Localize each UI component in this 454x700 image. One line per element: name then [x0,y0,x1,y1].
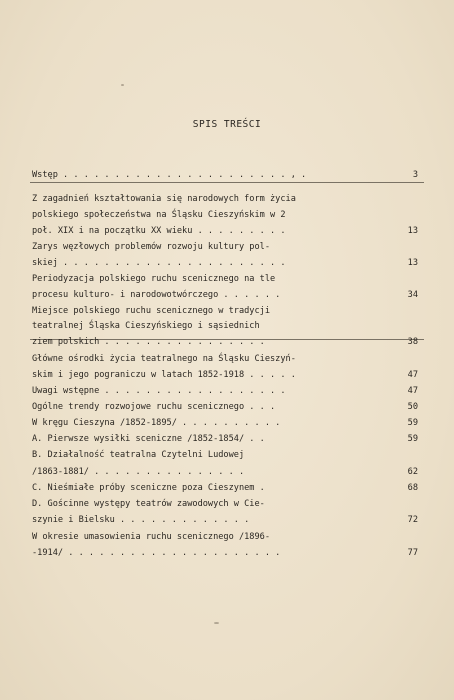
toc-entry: Zarys węzłowych problemów rozwoju kultury pol- [32,242,270,252]
page-number: 13 [407,258,418,268]
toc-entry: Główne ośrodki życia teatralnego na Śląsku Cieszyń- [32,354,296,364]
toc-title: SPIS TREŚCI [192,119,262,130]
page-number: 59 [407,418,418,428]
page-number: 62 [407,467,418,477]
toc-entry: C. Nieśmiałe próby sceniczne poza Cieszynem . 68 [32,483,418,493]
toc-entry: Wstęp . . . . . . . . . . . . . . . . . . . . . . , . 3 [32,170,418,180]
toc-entry: W okresie umasowienia ruchu scenicznego /1896- [32,532,270,542]
page-number: 3 [412,170,418,180]
paper-speck [121,84,124,86]
toc-entry: szynie i Bielsku . . . . . . . . . . . . . 72 [32,515,418,525]
section-rule [30,182,424,183]
toc-entry: Uwagi wstępne . . . . . . . . . . . . . . . . . . 47 [32,386,418,396]
toc-entry: B. Działalność teatralna Czytelni Ludowej [32,450,245,460]
toc-entry: Miejsce polskiego ruchu scenicznego w tradycji [32,306,270,316]
page-number: 77 [407,548,418,558]
page-number: 38 [407,337,418,347]
page-number: 50 [407,402,418,412]
paper-speck [214,622,219,624]
page-number: 34 [407,290,418,300]
toc-entry: W kręgu Cieszyna /1852-1895/ . . . . . . . . . . 59 [32,418,418,428]
toc-entry: procesu kulturo- i narodowotwórczego . . . . . . 34 [32,290,418,300]
toc-entry: teatralnej Śląska Cieszyńskiego i sąsiednich [32,321,260,331]
toc-entry: polskiego społeczeństwa na Śląsku Cieszyńskim w 2 [32,210,286,220]
toc-entry: Ogólne trendy rozwojowe ruchu scenicznego . . . 50 [32,402,418,412]
page-number: 13 [407,226,418,236]
page-number: 72 [407,515,418,525]
toc-entry: A. Pierwsze wysiłki sceniczne /1852-1854/ . . 59 [32,434,418,444]
toc-entry: skim i jego pograniczu w latach 1852-1918 . . . . . 47 [32,370,418,380]
toc-entry: /1863-1881/ . . . . . . . . . . . . . . . 62 [32,467,418,477]
page-number: 68 [407,483,418,493]
page-number: 47 [407,370,418,380]
toc-entry: ziem polskich . . . . . . . . . . . . . . . . 38 [32,337,418,347]
page-number: 59 [407,434,418,444]
toc-entry: D. Gościnne występy teatrów zawodowych w Cie- [32,499,265,509]
page-number: 47 [407,386,418,396]
toc-entry: Periodyzacja polskiego ruchu scenicznego na tle [32,274,276,284]
toc-entry: Z zagadnień kształtowania się narodowych form życia [32,194,296,204]
toc-entry: -1914/ . . . . . . . . . . . . . . . . . . . . . 77 [32,548,418,558]
toc-entry: skiej . . . . . . . . . . . . . . . . . . . . . . 13 [32,258,418,268]
toc-entry: poł. XIX i na początku XX wieku . . . . . . . . . 13 [32,226,418,236]
